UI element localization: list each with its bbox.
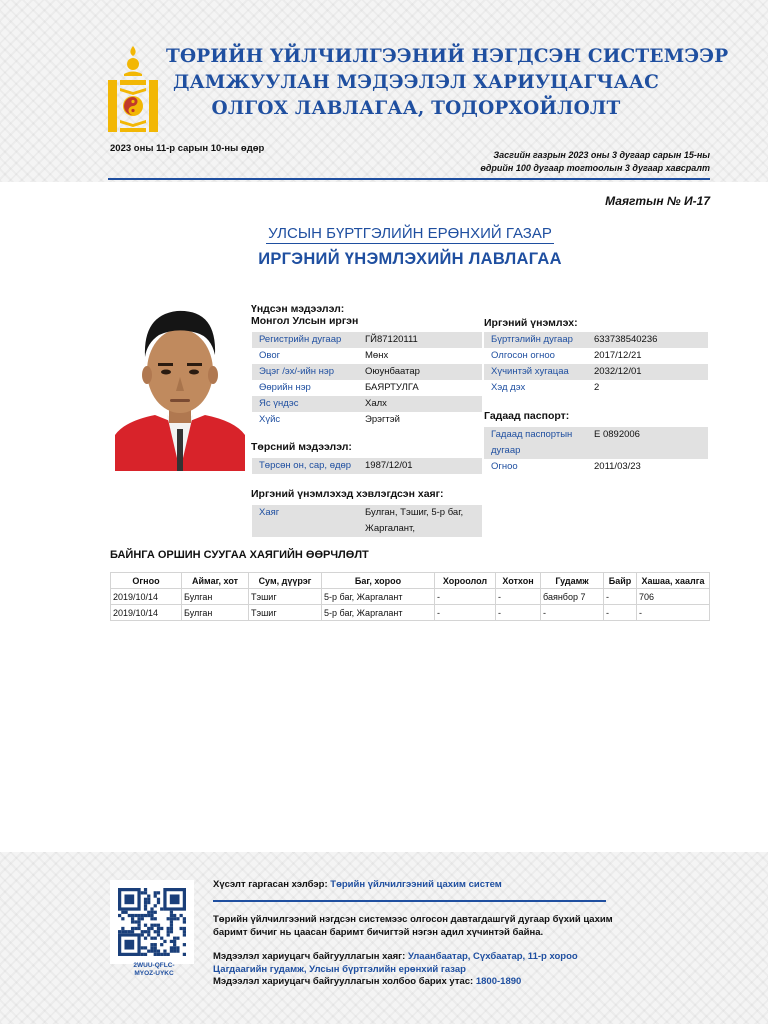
passport-table: [484, 427, 708, 475]
info-row: Төрсөн он, сар, өдөр 1987/12/01: [252, 458, 482, 474]
birth-info-table: [252, 458, 482, 474]
info-row: Хэд дэх 2: [491, 382, 600, 393]
info-row: Хүйс Эрэгтэй: [259, 414, 400, 425]
basic-info-heading: Үндсэн мэдээлэл: Монгол Улсын иргэн: [251, 303, 359, 327]
info-row: Эцэг /эх/-ийн нэр Оюунбаатар: [252, 364, 482, 380]
info-row: Хүчинтэй хугацаа 2032/12/01: [484, 364, 708, 380]
issue-date: 2023 оны 11-р сарын 10-ны өдөр: [110, 143, 265, 154]
org-address: Мэдээлэл хариуцагч байгууллагын хаяг: Улаанбаатар, Сүхбаатар, 11-р хороо Цагдаагийн гудамж, Улсын бүртгэлийн ерөнхий газар: [213, 951, 578, 975]
info-row: Гадаад паспортын дугаар Е 0892006: [484, 427, 708, 459]
citizen-photo: [115, 297, 245, 471]
passport-heading: Гадаад паспорт:: [484, 410, 570, 422]
footer-divider: [213, 900, 606, 902]
portrait-image: [115, 297, 245, 471]
birth-info-heading: Төрсний мэдээлэл:: [251, 441, 352, 453]
id-card-heading: Иргэний үнэмлэх:: [484, 317, 578, 329]
printed-address-heading: Иргэний үнэмлэхэд хэвлэгдсэн хаяг:: [251, 488, 444, 500]
agency-name: УЛСЫН БҮРТГЭЛИЙН ЕРӨНХИЙ ГАЗАР: [268, 225, 552, 242]
info-row: Регистрийн дугаар ГЙ87120111: [252, 332, 482, 348]
table-header-row: Огноо Аймаг, хот Сум, дүүрэг Баг, хороо Хороолол Хотхон Гудамж Байр Хашаа, хаалга: [111, 573, 710, 589]
document-footer: [0, 852, 768, 1024]
form-number: Маягтын № И-17: [605, 194, 710, 208]
qr-code-label: 2WUU-QFLC- MYOZ-UYKC: [133, 962, 175, 977]
header-title: ТӨРИЙН ҮЙЛЧИЛГЭЭНИЙ НЭГДСЭН СИСТЕМЭЭР ДАМЖУУЛАН МЭДЭЭЛЭЛ ХАРИУЦАГЧААС ОЛГОХ ЛАВЛАГАА, ТОДОРХОЙЛОЛТ: [166, 46, 729, 119]
validity-note: Төрийн үйлчилгээний нэгдсэн системээс олгосон давтагдашгүй дугаар бүхий цахим баримт бичиг нь цаасан баримт бичигтэй нэгэн адил хүчинтэй байна.: [213, 914, 613, 938]
decree-reference: Засгийн газрын 2023 оны 3 дугаар сарын 15-ны өдрийн 100 дугаар тогтоолын 3 дугаар хавсралт: [480, 150, 710, 173]
info-row: Яс үндэс Халх: [252, 396, 482, 412]
info-row: Өөрийн нэр БАЯРТУЛГА: [259, 382, 419, 393]
org-phone: Мэдээлэл хариуцагч байгууллагын холбоо барих утас: 1800-1890: [213, 976, 522, 987]
document-header: [0, 0, 768, 182]
table-row: 2019/10/14 Булган Тэшиг 5-р баг, Жаргалант - - - - -: [111, 605, 710, 621]
request-form: Хүсэлт гаргасан хэлбэр: Төрийн үйлчилгээний цахим систем: [213, 879, 502, 890]
qr-code-icon[interactable]: [118, 888, 186, 956]
info-row: Олгосон огноо 2017/12/21: [491, 350, 642, 361]
basic-info-table: [252, 332, 482, 428]
info-row: Овог Мөнх: [259, 350, 389, 361]
id-card-table: [484, 332, 708, 396]
document-title: ИРГЭНИЙ ҮНЭМЛЭХИЙН ЛАВЛАГАА: [258, 250, 562, 268]
table-row: 2019/10/14 Булган Тэшиг 5-р баг, Жаргалант - - баянбор 7 - 706: [111, 589, 710, 605]
address-history-title: БАЙНГА ОРШИН СУУГАА ХАЯГИЙН ӨӨРЧЛӨЛТ: [110, 549, 369, 561]
info-row: Хаяг Булган, Тэшиг, 5-р баг, Жаргалант,: [252, 505, 482, 537]
address-history-table: [110, 572, 710, 621]
printed-address-table: [252, 505, 482, 537]
soyombo-emblem-icon: [108, 44, 158, 132]
info-row: Бүртгэлийн дугаар 633738540236: [484, 332, 708, 348]
info-row: Огноо 2011/03/23: [491, 461, 641, 472]
header-divider: [108, 178, 710, 180]
